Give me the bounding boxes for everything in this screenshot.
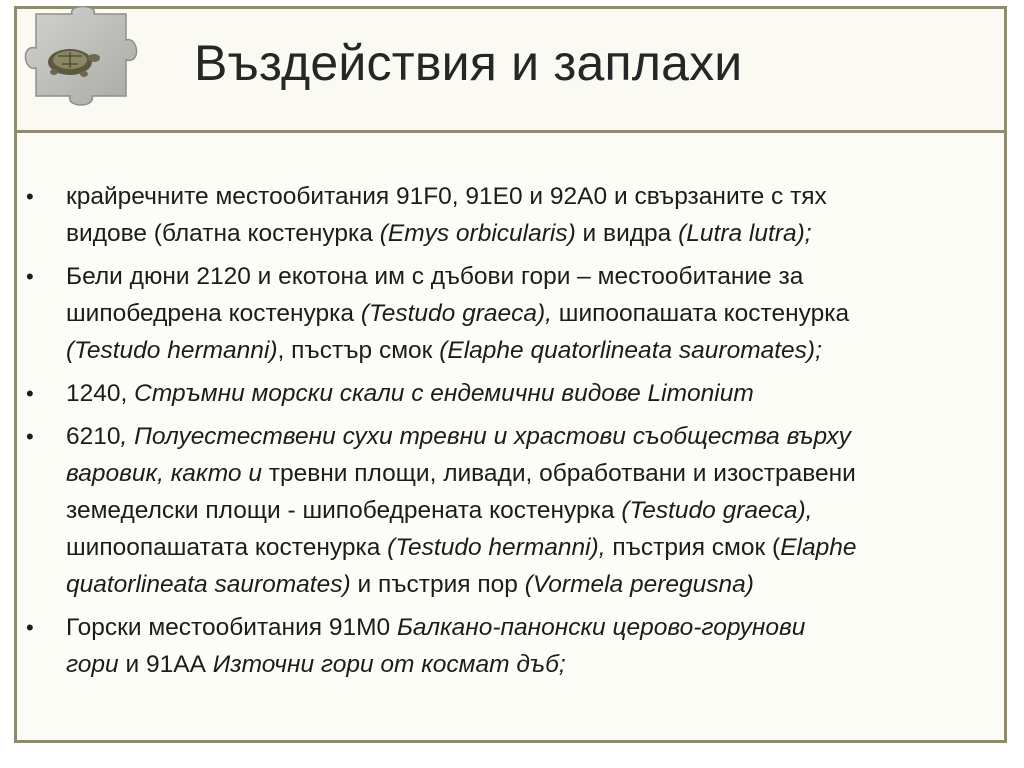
text-run: Балкано-панонски церово-горунови [396, 614, 806, 641]
text-run: (Testudo hermanni) [66, 337, 278, 364]
text-run: тревни площи, ливади, обработвани и изостравени [261, 460, 856, 487]
bullet-line [66, 178, 984, 215]
text-run: (Testudo graeca), [360, 300, 552, 327]
bullet-line [66, 258, 984, 295]
text-run: , Полуестествени сухи тревни и храстови съобщества върху [120, 423, 851, 450]
text-run: (Lutra lutra); [678, 220, 812, 247]
bullet-line [66, 215, 984, 252]
bullet-line [66, 418, 984, 455]
puzzle-piece-icon [8, 6, 158, 126]
text-run: шипобедрена костенурка [66, 300, 361, 327]
bullet-line [66, 332, 984, 369]
bullet-line [66, 295, 984, 332]
text-run: Elaphe [780, 534, 857, 561]
text-run: шипоопашатата костенурка [66, 534, 388, 561]
bullet-item [24, 258, 984, 369]
bullet-line [66, 646, 984, 683]
text-run: (Testudo graeca), [621, 497, 813, 524]
text-run: (Elaphe quatorlineata sauromates); [439, 337, 822, 364]
bullet-icon: • [26, 424, 34, 449]
bullet-icon: • [26, 264, 34, 289]
text-run: Стръмни морски скали с ендемични видове Limonium [134, 380, 754, 407]
text-run: земеделски площи - шипобедрената костенурка [66, 497, 622, 524]
text-run: quatorlineata sauromates) [66, 571, 351, 598]
text-run: (Testudo hermanni), [387, 534, 606, 561]
bullet-item [24, 178, 984, 252]
bullet-line [66, 566, 984, 603]
text-run: видове (блатна костенурка [66, 220, 380, 247]
text-run: крайречните местообитания 91F0, 91E0 и 92А0 и свързаните с тях [66, 183, 827, 210]
text-run: 6210 [66, 423, 121, 450]
bullet-line [66, 375, 984, 412]
text-run: (Vormela peregusna) [524, 571, 754, 598]
text-run: Бели дюни 2120 и екотона им с дъбови гори – местообитание за [66, 263, 804, 290]
bullet-line [66, 455, 984, 492]
text-run: , пъстър смок [277, 337, 440, 364]
text-run: и 91АА [118, 651, 213, 678]
text-run: 1240, [66, 380, 135, 407]
text-run: пъстрия смок ( [605, 534, 781, 561]
text-run: варовик, както и [66, 460, 262, 487]
text-run: и видра [575, 220, 679, 247]
bullet-item [24, 375, 984, 412]
bullet-line [66, 609, 984, 646]
bullet-list [24, 178, 984, 689]
bullet-icon: • [26, 184, 34, 209]
bullet-icon: • [26, 381, 34, 406]
bullet-line [66, 529, 984, 566]
text-run: (Emys orbicularis) [379, 220, 576, 247]
bullet-item [24, 418, 984, 603]
text-run: шипоопашата костенурка [551, 300, 850, 327]
bullet-item [24, 609, 984, 683]
text-run: Източни гори от космат дъб; [212, 651, 566, 678]
text-run: гори [66, 651, 119, 678]
text-run: Горски местообитания 91М0 [66, 614, 397, 641]
bullet-line [66, 492, 984, 529]
slide-title: Въздействия и заплахи [194, 35, 743, 91]
text-run: и пъстрия пор [350, 571, 525, 598]
bullet-icon: • [26, 615, 34, 640]
